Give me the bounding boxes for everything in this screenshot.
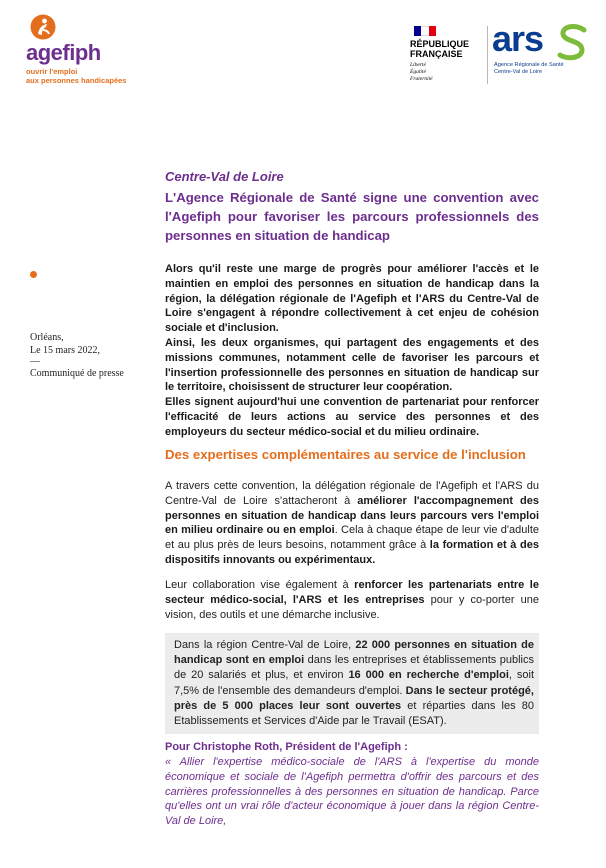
motto-egalite: Égalité	[410, 69, 426, 75]
body-paragraph: Leur collaboration vise également à renforcer les partenariats entre le secteur médico-social, l'ARS et les entreprises pour y co-porter une vision, des outils et une démarche inclusive.	[165, 579, 539, 621]
section-heading: Des expertises complémentaires au service de l'inclusion	[165, 447, 526, 462]
region-heading: Centre-Val de Loire	[165, 169, 284, 184]
ars-logo	[492, 18, 592, 86]
logo-divider	[487, 26, 488, 84]
document-type: Communiqué de presse	[30, 368, 124, 379]
ars-subtitle: Agence Régionale de Santé	[494, 62, 564, 68]
date-label: Le 15 mars 2022,	[30, 345, 100, 356]
agefiph-tagline: ouvrir l'emploi	[26, 67, 78, 76]
intro-paragraph: Elles signent aujourd'hui une convention de partenariat pour renforcer l'efficacité de leurs actions au service des personnes et des employeurs du secteur médico-social et du milieu ordinaire.	[165, 396, 539, 438]
agefiph-person-icon	[30, 14, 56, 40]
republique-francaise-logo	[410, 26, 482, 88]
motto-liberte: Liberté	[410, 62, 426, 68]
agefiph-tagline: aux personnes handicapées	[26, 76, 127, 85]
motto-fraternite: Fraternité	[410, 76, 433, 82]
intro-paragraph: Alors qu'il reste une marge de progrès pour améliorer l'accès et le maintien en emploi des personnes en situation de handicap dans la région, la délégation régionale de l'Agefiph et l'ARS du Centre-Val de Loire s'engagent à répondre collectivement à cet enjeu de cohésion sociale et d'inclusion.	[165, 263, 539, 335]
ars-wordmark: ars	[492, 18, 544, 59]
quote-author: Pour Christophe Roth, Président de l'Agefiph :	[165, 741, 408, 753]
body-paragraph: A travers cette convention, la délégation régionale de l'Agefiph et l'ARS du Centre-Val de Loire s'attacheront à améliorer l'accompagnement des personnes en situation de handicap dans leurs parcours vers l'emploi en milieu ordinaire ou en emploi. Cela à chaque étape de leur vie d'adulte et au plus près de leurs besoins, notamment grâce à la formation et à des dispositifs innovants ou expérimentaux.	[165, 480, 539, 566]
orange-dot-icon	[30, 271, 37, 278]
agefiph-wordmark: agefiph	[26, 40, 101, 65]
separator-dash: —	[30, 356, 40, 367]
intro-paragraph: Ainsi, les deux organismes, qui partagent des engagements et des missions communes, notamment celle de favoriser les parcours et l'insertion professionnelle des personnes en situation de handicap sur le territoire, choisissent de structurer leur coopération.	[165, 336, 539, 394]
ars-swoosh-icon	[550, 24, 590, 62]
intro-block	[165, 262, 539, 440]
ars-region: Centre-Val de Loire	[494, 69, 543, 75]
republique-line: RÉPUBLIQUE	[410, 39, 470, 49]
page-title: L'Agence Régionale de Santé signe une convention avec l'Agefiph pour favoriser les parcours professionnels des personnes en situation de handicap	[165, 190, 539, 243]
francaise-line: FRANÇAISE	[410, 49, 463, 59]
key-figures-box: Dans la région Centre-Val de Loire, 22 000 personnes en situation de handicap sont en emploi dans les entreprises et établissements publics de 20 salariés et plus, et environ 16 000 en recherche d'emploi, soit 7,5% de l'ensemble des demandeurs d'emploi. Dans le secteur protégé, près de 5 000 places leur sont ouvertes et réparties dans les 80 Etablissements et Services d'Aide par le Travail (ESAT).	[165, 633, 539, 734]
quote-text: « Allier l'expertise médico-sociale de l'ARS à l'expertise du monde économique et sociale de l'Agefiph permettra d'offrir des parcours et des carrières professionnelles à des personnes en situation de handicap. Parce qu'elles ont un vrai rôle d'acteur économique à jouer dans la région Centre-Val de Loire,	[165, 756, 539, 828]
agefiph-logo	[26, 14, 156, 84]
place-label: Orléans,	[30, 332, 64, 343]
marianne-flag-icon	[414, 26, 436, 36]
